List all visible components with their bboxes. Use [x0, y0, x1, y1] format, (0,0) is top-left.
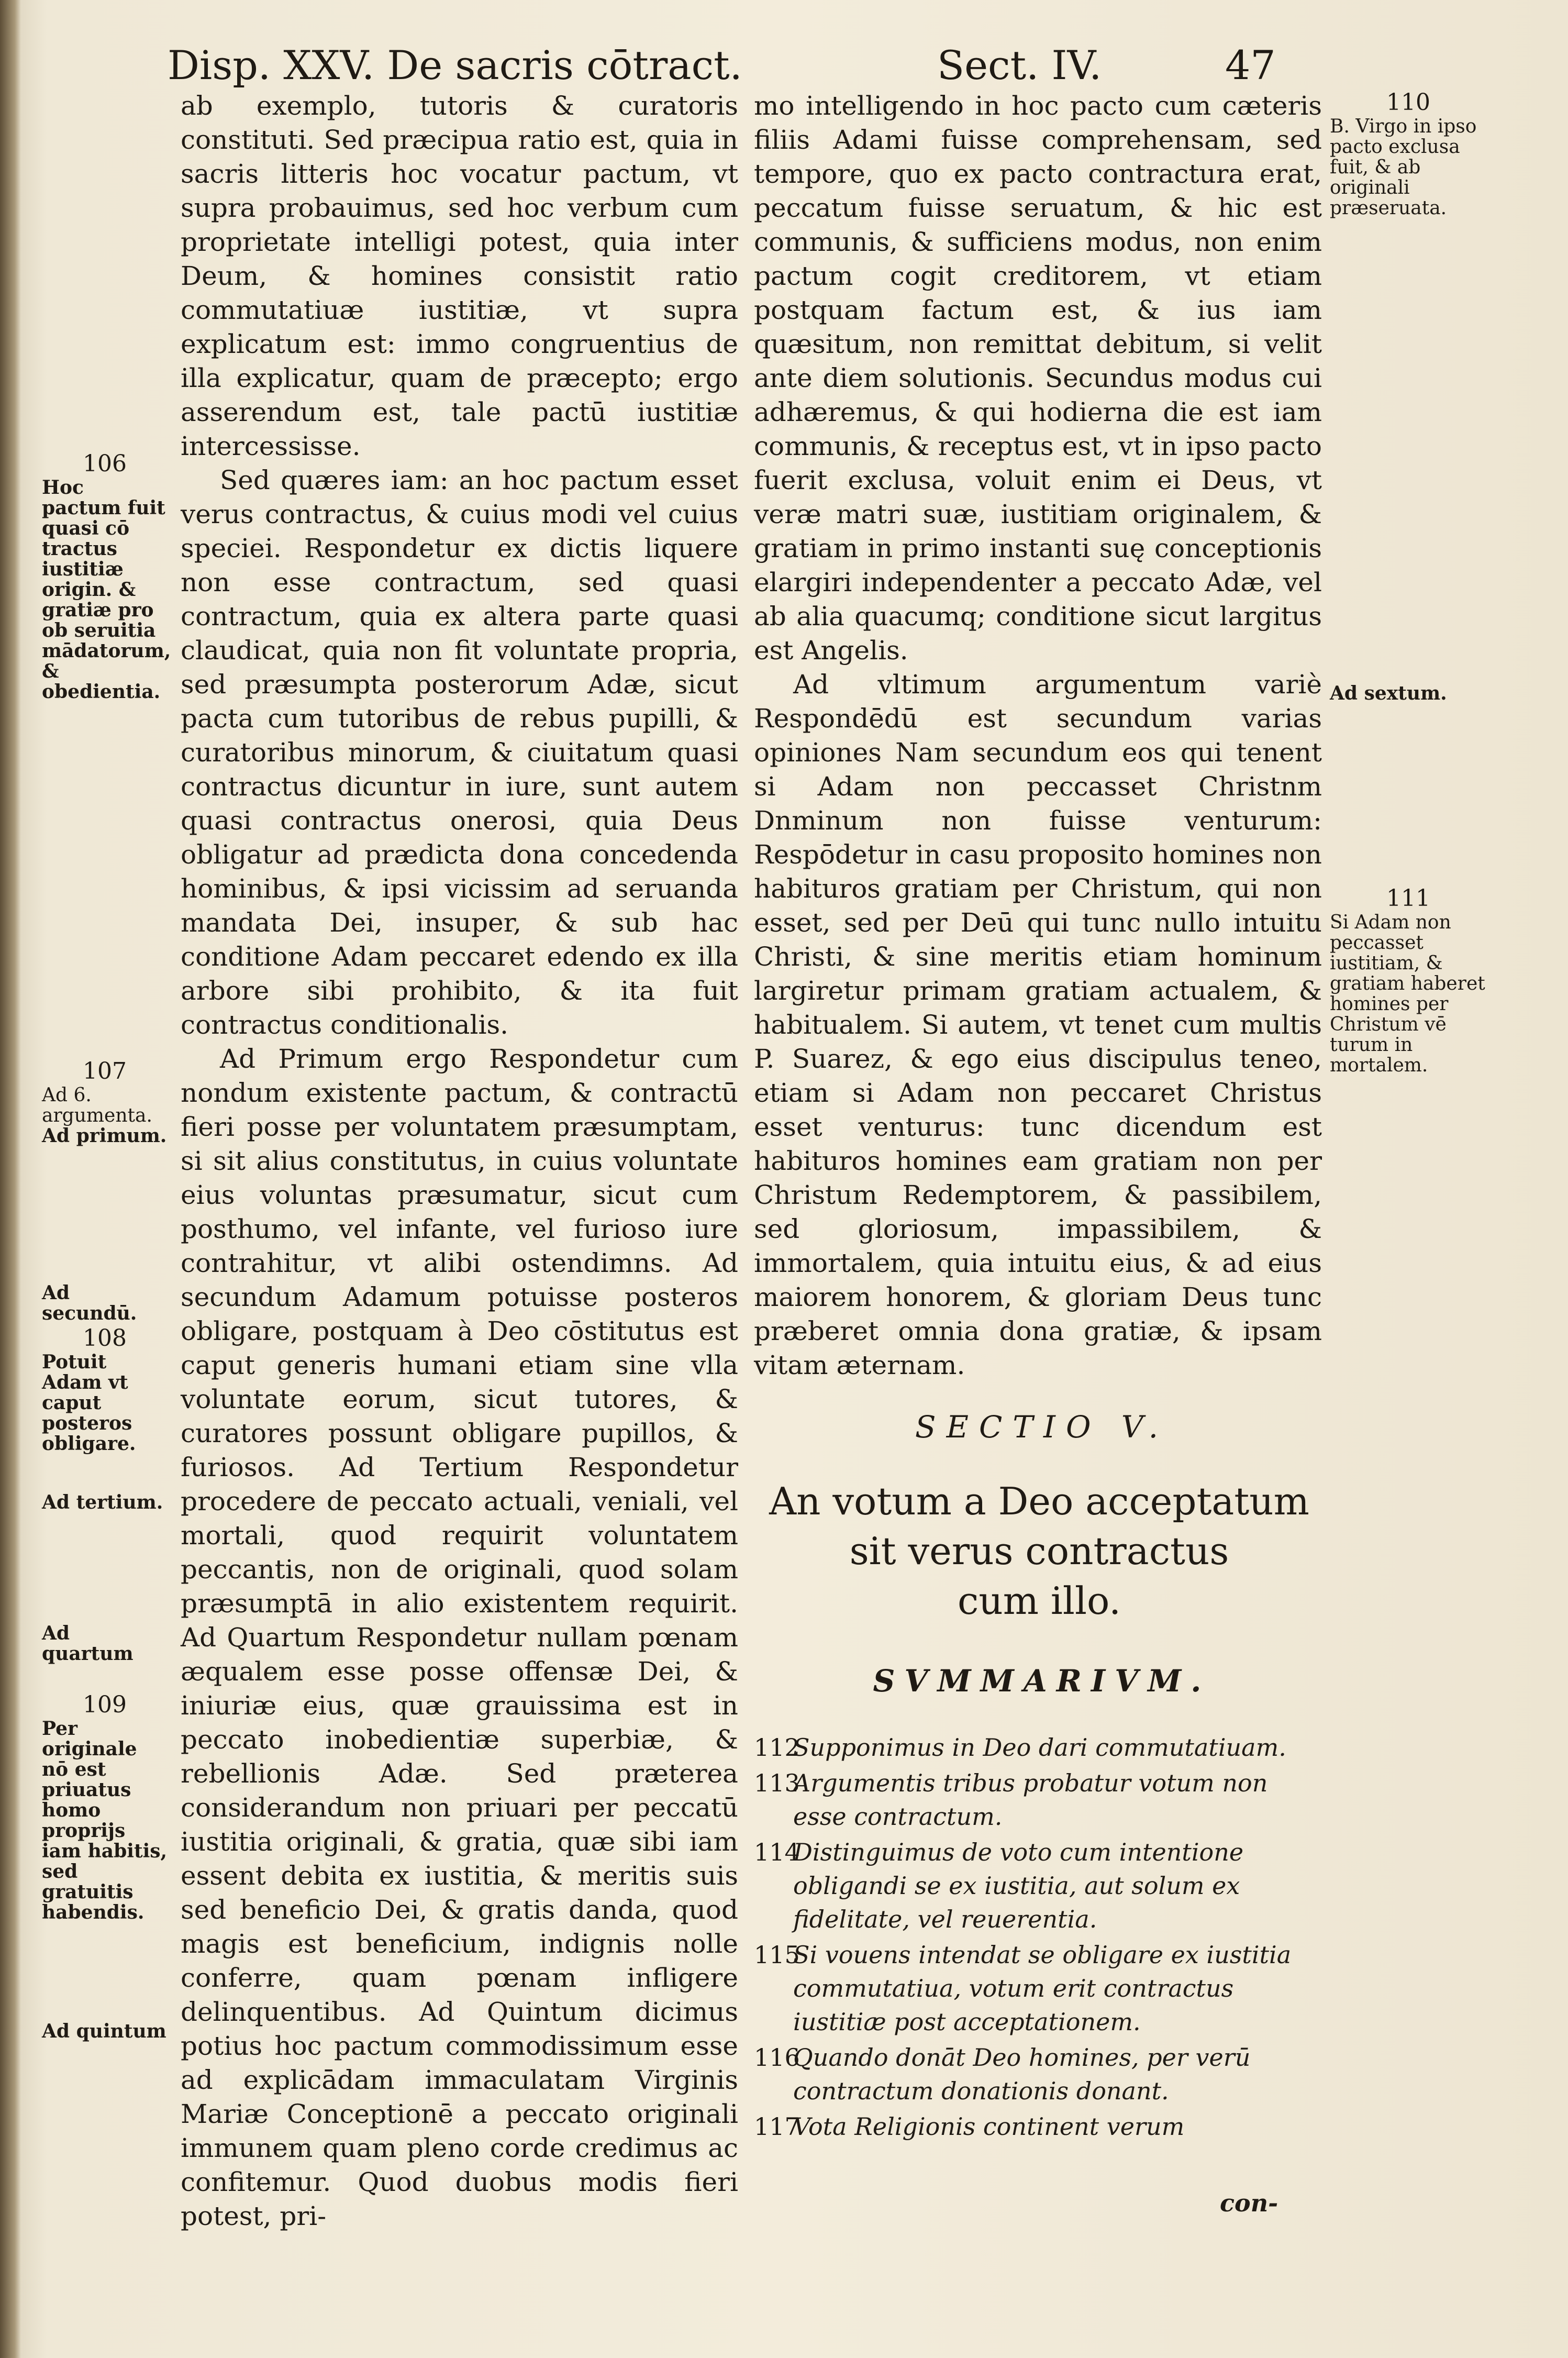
summary-item	[754, 1766, 1325, 1833]
summary-text: Si vouens intendat se obligare ex iustitia commutatiua, votum erit contractus iustitiæ post acceptationem.	[793, 1941, 1292, 2036]
running-head-section: Sect. IV.	[937, 42, 1102, 88]
margin-gloss: Si Adam non peccasset iustitiam, & gratiam haberet homines per Christum vē turum in mortalem.	[1330, 912, 1485, 1076]
summary-item	[754, 2110, 1325, 2143]
summary-number: 113	[754, 1769, 800, 1797]
summary-number: 117	[754, 2112, 800, 2141]
right-text-column	[754, 89, 1322, 1398]
summary-item	[754, 2041, 1325, 2108]
paragraph: mo intelligendo in hoc pacto cum cæteris filiis Adami fuisse comprehensam, sed tempore, quo ex pacto contractura erat, peccatum fuisse seruatum, & hic est communis, & sufficiens modus, non enim pactum cogit creditorem, vt etiam postquam factum est, & ius iam quæsitum, non remittat debitum, si velit ante diem solutionis. Secundus modus cui adhæremus, & qui hodierna die est iam communis, & receptus est, vt in ipso pacto fuerit exclusa, voluit enim ei Deus, vt veræ matri suæ, iustitiam originalem, & gratiam in primo instanti suę conceptionis elargiri independenter a peccato Adæ, vel ab alia quacumq; conditione sicut largitus est Angelis.	[754, 91, 1322, 666]
summary-text: Argumentis tribus probatur votum non esse contractum.	[793, 1769, 1268, 1831]
margin-label: Ad secundū.	[42, 1282, 137, 1324]
binding-gutter	[0, 0, 21, 2358]
margin-note-106	[42, 450, 171, 744]
margin-note-ad-tertium	[42, 1492, 168, 1524]
summary-text: Distinguimus de voto cum intentione obligandi se ex iustitia, aut solum ex fidelitate, vel reuerentia.	[793, 1838, 1244, 1933]
margin-note-ad-quartum	[42, 1622, 168, 1665]
summary-item	[754, 1731, 1325, 1764]
summary-number: 116	[754, 2043, 800, 2072]
section-title-line: cum illo.	[958, 1579, 1121, 1623]
margin-gloss: Hoc pactum fuit quasi cō tractus iustitiæ origin. & gratiæ pro ob seruitia mādatorum, & obedientia.	[42, 477, 171, 703]
margin-number: 108	[83, 1325, 127, 1352]
paragraph: Ad vltimum argumentum variè Respondēdū est secundum varias opiniones Nam secundum eos qui tenent si Adam non peccasset Christnm Dnminum non fuisse venturum: Respōdetur in casu proposito homines non habituros gratiam per Christum, qui non esset, sed per Deū qui tunc nullo intuitu Christi, & sine meritis etiam hominum largiretur primam gratiam actualem, & habitualem. Si autem, vt tenet cum multis P. Suarez, & ego eius discipulus teneo, etiam si Adam non peccaret Christus esset venturus: tunc dicendum est habituros homines eam gratiam non per Christum Redemptorem, & passibilem, sed gloriosum, impassibilem, & immortalem, quia intuitu eius, & ad eius maiorem honorem, & gloriam Deus tunc præberet omnia dona gratiæ, & ipsam vitam æternam.	[754, 669, 1322, 1380]
summary-text: Vota Religionis continent verum	[793, 2112, 1185, 2141]
paragraph: ab exemplo, tutoris & curatoris constituti. Sed præcipua ratio est, quia in sacris litteris hoc vocatur pactum, vt supra probauimus, sed hoc verbum cum proprietate intelligi potest, quia inter Deum, & homines consistit ratio commutatiuæ iustitiæ, vt supra explicatum est: immo congruentius de illa explicatur, quam de præcepto; ergo asserendum est, tale pactū iustitiæ intercessisse.	[181, 91, 738, 461]
summary-text: Supponimus in Deo dari commutatiuam.	[793, 1733, 1286, 1762]
margin-note-110	[1330, 89, 1487, 278]
margin-note-ad-secundum	[42, 1282, 168, 1324]
margin-note-109	[42, 1691, 168, 1923]
margin-label: Ad 6. argumenta.	[42, 1084, 152, 1126]
margin-label: Ad tertium.	[42, 1491, 163, 1513]
margin-number: 107	[83, 1058, 127, 1084]
paragraph: Ad Primum ergo Respondetur cum nondum existente pactum, & contractū fieri posse per voluntatem præsumptam, si sit alius constitutus, in cuius voluntate eius voluntas præsumatur, sicut cum posthumo, vel infante, vel furioso iure contrahitur, vt alibi ostendimns. Ad secundum Adamum potuisse posteros obligare, postquam à Deo cōstitutus est caput generis humani etiam sine vlla voluntate eorum, sicut tutores, & curatores possunt obligare pupillos, & furiosos. Ad Tertium Respondetur procedere de peccato actuali, veniali, vel mortali, quod requirit voluntatem peccantis, non de originali, quod solam præsumptā in alio existentem requirit. Ad Quartum Respondetur nullam pœnam æqualem esse posse offensæ Dei, & iniuriæ eius, quæ grauissima est in peccato inobedientiæ superbiæ, & rebellionis Adæ. Sed præterea considerandum non priuari per peccatū iustitia originali, & gratia, quæ sibi iam essent debita ex iustitia, & meritis suis sed beneficio Dei, & gratis danda, quod magis est beneficium, indignis nolle conferre, quam pœnam infligere delinquentibus. Ad Quintum dicimus potius hoc pactum commodissimum esse ad explicādam immaculatam Virginis Mariæ Conceptionē a peccato originali immunem quam pleno corde credimus ac confitemur. Quod duobus modis fieri potest, pri-	[181, 1044, 738, 2231]
margin-label: Ad primum.	[42, 1125, 167, 1147]
section-title-line: sit verus contractus	[849, 1529, 1229, 1573]
section-title	[754, 1477, 1325, 1626]
margin-number: 106	[83, 450, 127, 477]
left-text-column	[181, 89, 738, 2231]
margin-number: 111	[1386, 885, 1430, 912]
margin-gloss: B. Virgo in ipso pacto exclusa fuit, & ab originali præseruata.	[1330, 116, 1477, 219]
margin-label: Ad quartum	[42, 1622, 134, 1665]
margin-note-ad-quintum	[42, 2021, 168, 2053]
running-head-left: Disp. XXV. De sacris cōtract.	[168, 42, 742, 88]
margin-gloss: Per originale nō est priuatus homo proprijs iam habitis, sed gratuitis habendis.	[42, 1718, 168, 1923]
summary-text: Quando donāt Deo homines, per verū contractum donationis donant.	[793, 2043, 1251, 2105]
margin-number: 110	[1386, 89, 1430, 116]
margin-note-107	[42, 1058, 168, 1163]
summary-item	[754, 1938, 1325, 2039]
section-number: SECTIO V.	[915, 1409, 1169, 1445]
summary-number: 114	[754, 1838, 800, 1866]
folio-number: 47	[1225, 42, 1276, 88]
summary-list	[754, 1731, 1325, 2254]
section-title-line: An votum a Deo acceptatum	[769, 1479, 1309, 1523]
summary-number: 112	[754, 1733, 800, 1762]
margin-label: Ad quintum	[42, 2020, 166, 2042]
margin-number: 109	[83, 1691, 127, 1718]
margin-note-ad-sextum	[1330, 683, 1487, 715]
margin-note-111	[1330, 885, 1487, 1157]
margin-gloss: Potuit Adam vt caput posteros obligare.	[42, 1351, 136, 1455]
catchword: con-	[1220, 2189, 1278, 2217]
margin-note-108	[42, 1325, 168, 1482]
summary-number: 115	[754, 1941, 800, 1969]
summary-item	[754, 1835, 1325, 1936]
summary-heading: SVMMARIVM.	[873, 1663, 1211, 1699]
margin-label: Ad sextum.	[1330, 682, 1447, 704]
paragraph: Sed quæres iam: an hoc pactum esset verus contractus, & cuius modi vel cuius speciei. Respondetur ex dictis liquere non esse contractum, sed quasi contractum, quia ex altera parte quasi claudicat, quia non fit voluntate propria, sed præsumpta posterorum Adæ, sicut pacta cum tutoribus de rebus pupilli, & curatoribus minorum, & ciuitatum quasi contractus dicuntur in iure, sunt autem quasi contractus onerosi, quia Deus obligatur ad prædicta dona concedenda hominibus, & ipsi vicissim ad seruanda mandata Dei, insuper, & sub hac conditione Adam peccaret edendo ex illa arbore sibi prohibito, & ita fuit contractus conditionalis.	[181, 465, 738, 1040]
